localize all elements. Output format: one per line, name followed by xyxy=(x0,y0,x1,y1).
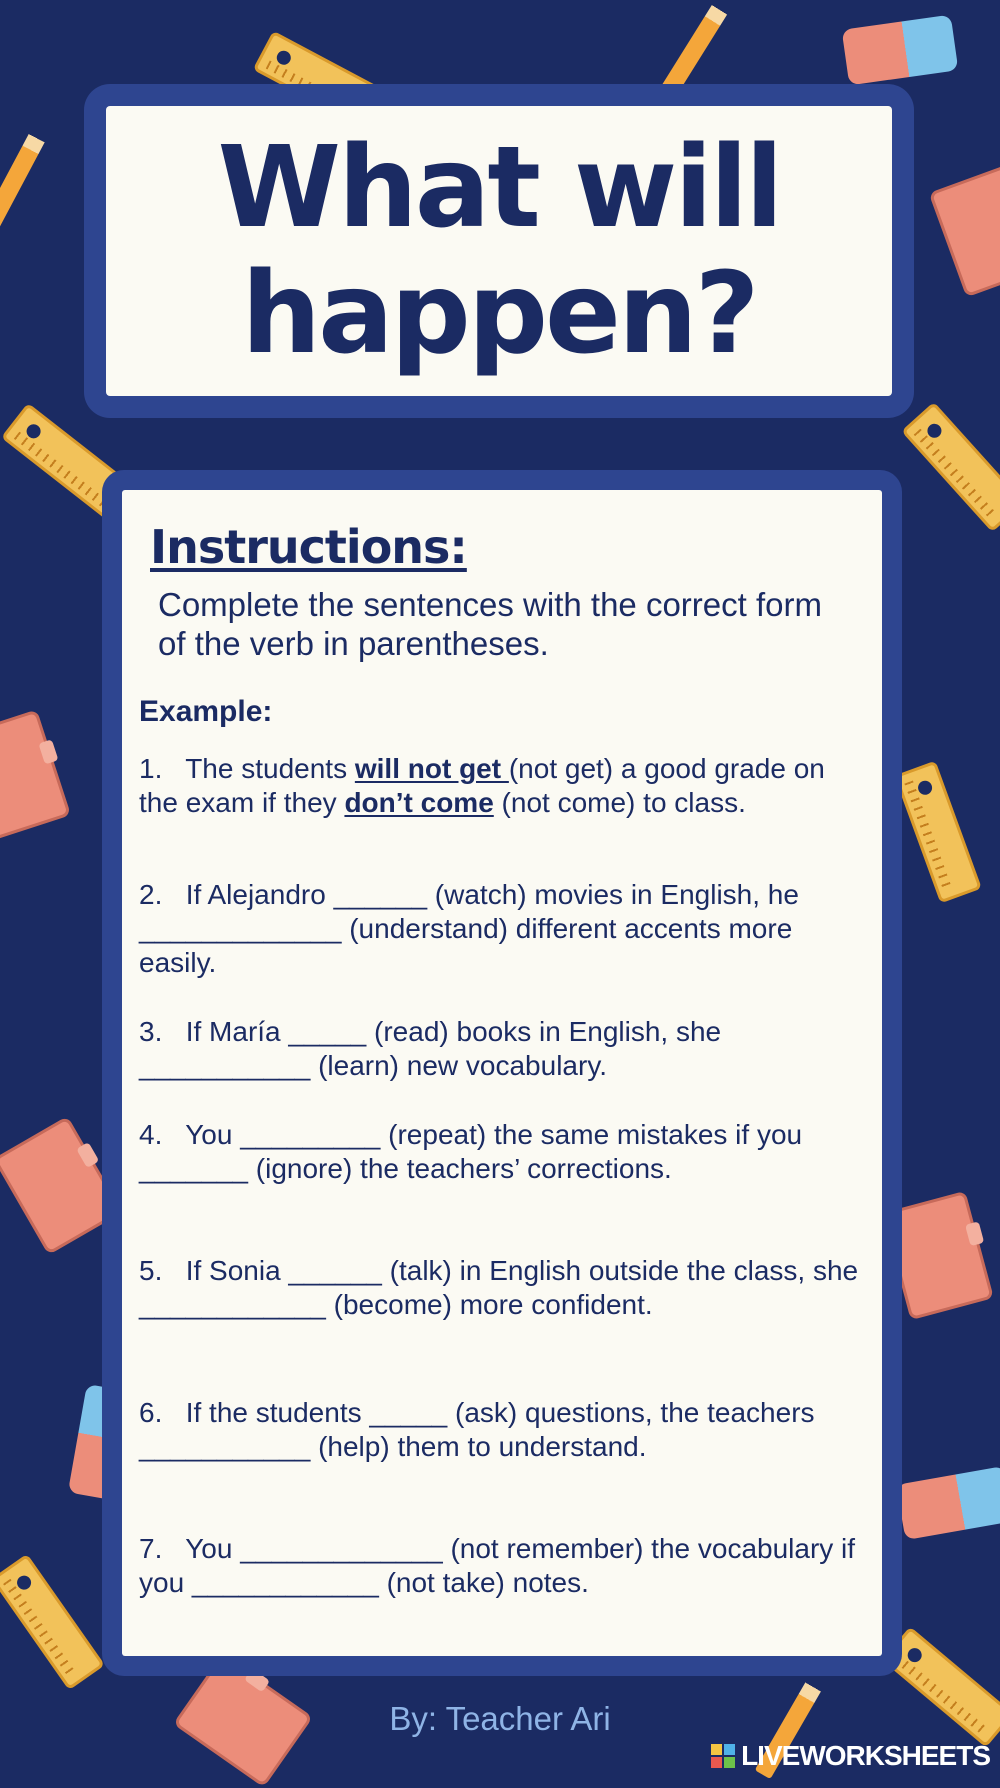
title-frame xyxy=(84,84,914,418)
question-text: If the students _____ (ask) questions, the teachers ___________ (help) them to understand. xyxy=(139,1397,815,1462)
question-item xyxy=(139,1396,869,1464)
ruler-decoration xyxy=(901,402,1000,533)
page-title-line-2: happen? xyxy=(241,249,757,379)
example-text-part: (not get) a good grade on the exam if they xyxy=(139,753,825,818)
question-item xyxy=(139,878,869,980)
instructions-heading: Instructions: xyxy=(150,520,467,574)
worksheet-card xyxy=(122,490,882,1656)
notebook-decoration xyxy=(0,709,71,841)
question-number: 5. xyxy=(139,1255,163,1286)
question-text: If María _____ (read) books in English, she ___________ (learn) new vocabulary. xyxy=(139,1016,722,1081)
example-text-part: The students xyxy=(185,753,355,784)
ruler-decoration xyxy=(0,1554,105,1691)
liveworksheets-logo xyxy=(711,1740,990,1772)
example-answer-1: will not get xyxy=(354,753,509,784)
question-item xyxy=(139,1532,869,1600)
pencil-decoration xyxy=(0,126,49,232)
eraser-decoration xyxy=(896,1466,1000,1540)
worksheet-frame xyxy=(102,470,902,1676)
question-item xyxy=(139,1254,869,1322)
example-label: Example: xyxy=(139,695,273,728)
ruler-decoration xyxy=(894,761,982,904)
question-number: 2. xyxy=(139,879,163,910)
page-title-line-1: What will xyxy=(217,123,781,253)
question-number: 1. xyxy=(139,753,163,784)
liveworksheets-brand-name: LIVEWORKSHEETS xyxy=(741,1740,990,1771)
example-text-part: (not come) to class. xyxy=(493,787,746,818)
question-text: If Alejandro ______ (watch) movies in English, he _____________ (understand) different accents more easily. xyxy=(139,879,799,978)
page-title xyxy=(217,125,780,377)
liveworksheets-icon xyxy=(711,1744,735,1768)
question-item xyxy=(139,1015,869,1083)
example-answer-2: don’t come xyxy=(344,787,494,818)
question-item xyxy=(139,1118,869,1186)
question-number: 4. xyxy=(139,1119,163,1150)
author-credit: By: Teacher Ari xyxy=(389,1700,611,1737)
question-text: You _________ (repeat) the same mistakes if you _______ (ignore) the teachers’ corrections. xyxy=(139,1119,803,1184)
eraser-decoration xyxy=(842,15,959,86)
example-sentence xyxy=(139,752,869,820)
question-number: 3. xyxy=(139,1016,163,1047)
question-number: 6. xyxy=(139,1397,163,1428)
title-card xyxy=(106,106,892,396)
question-text: You _____________ (not remember) the vocabulary if you ____________ (not take) notes. xyxy=(139,1533,856,1598)
instructions-text: Complete the sentences with the correct form of the verb in parentheses. xyxy=(158,586,822,662)
question-text: If Sonia ______ (talk) in English outside the class, she ____________ (become) more confident. xyxy=(139,1255,859,1320)
question-number: 7. xyxy=(139,1533,163,1564)
notebook-decoration xyxy=(929,164,1000,298)
